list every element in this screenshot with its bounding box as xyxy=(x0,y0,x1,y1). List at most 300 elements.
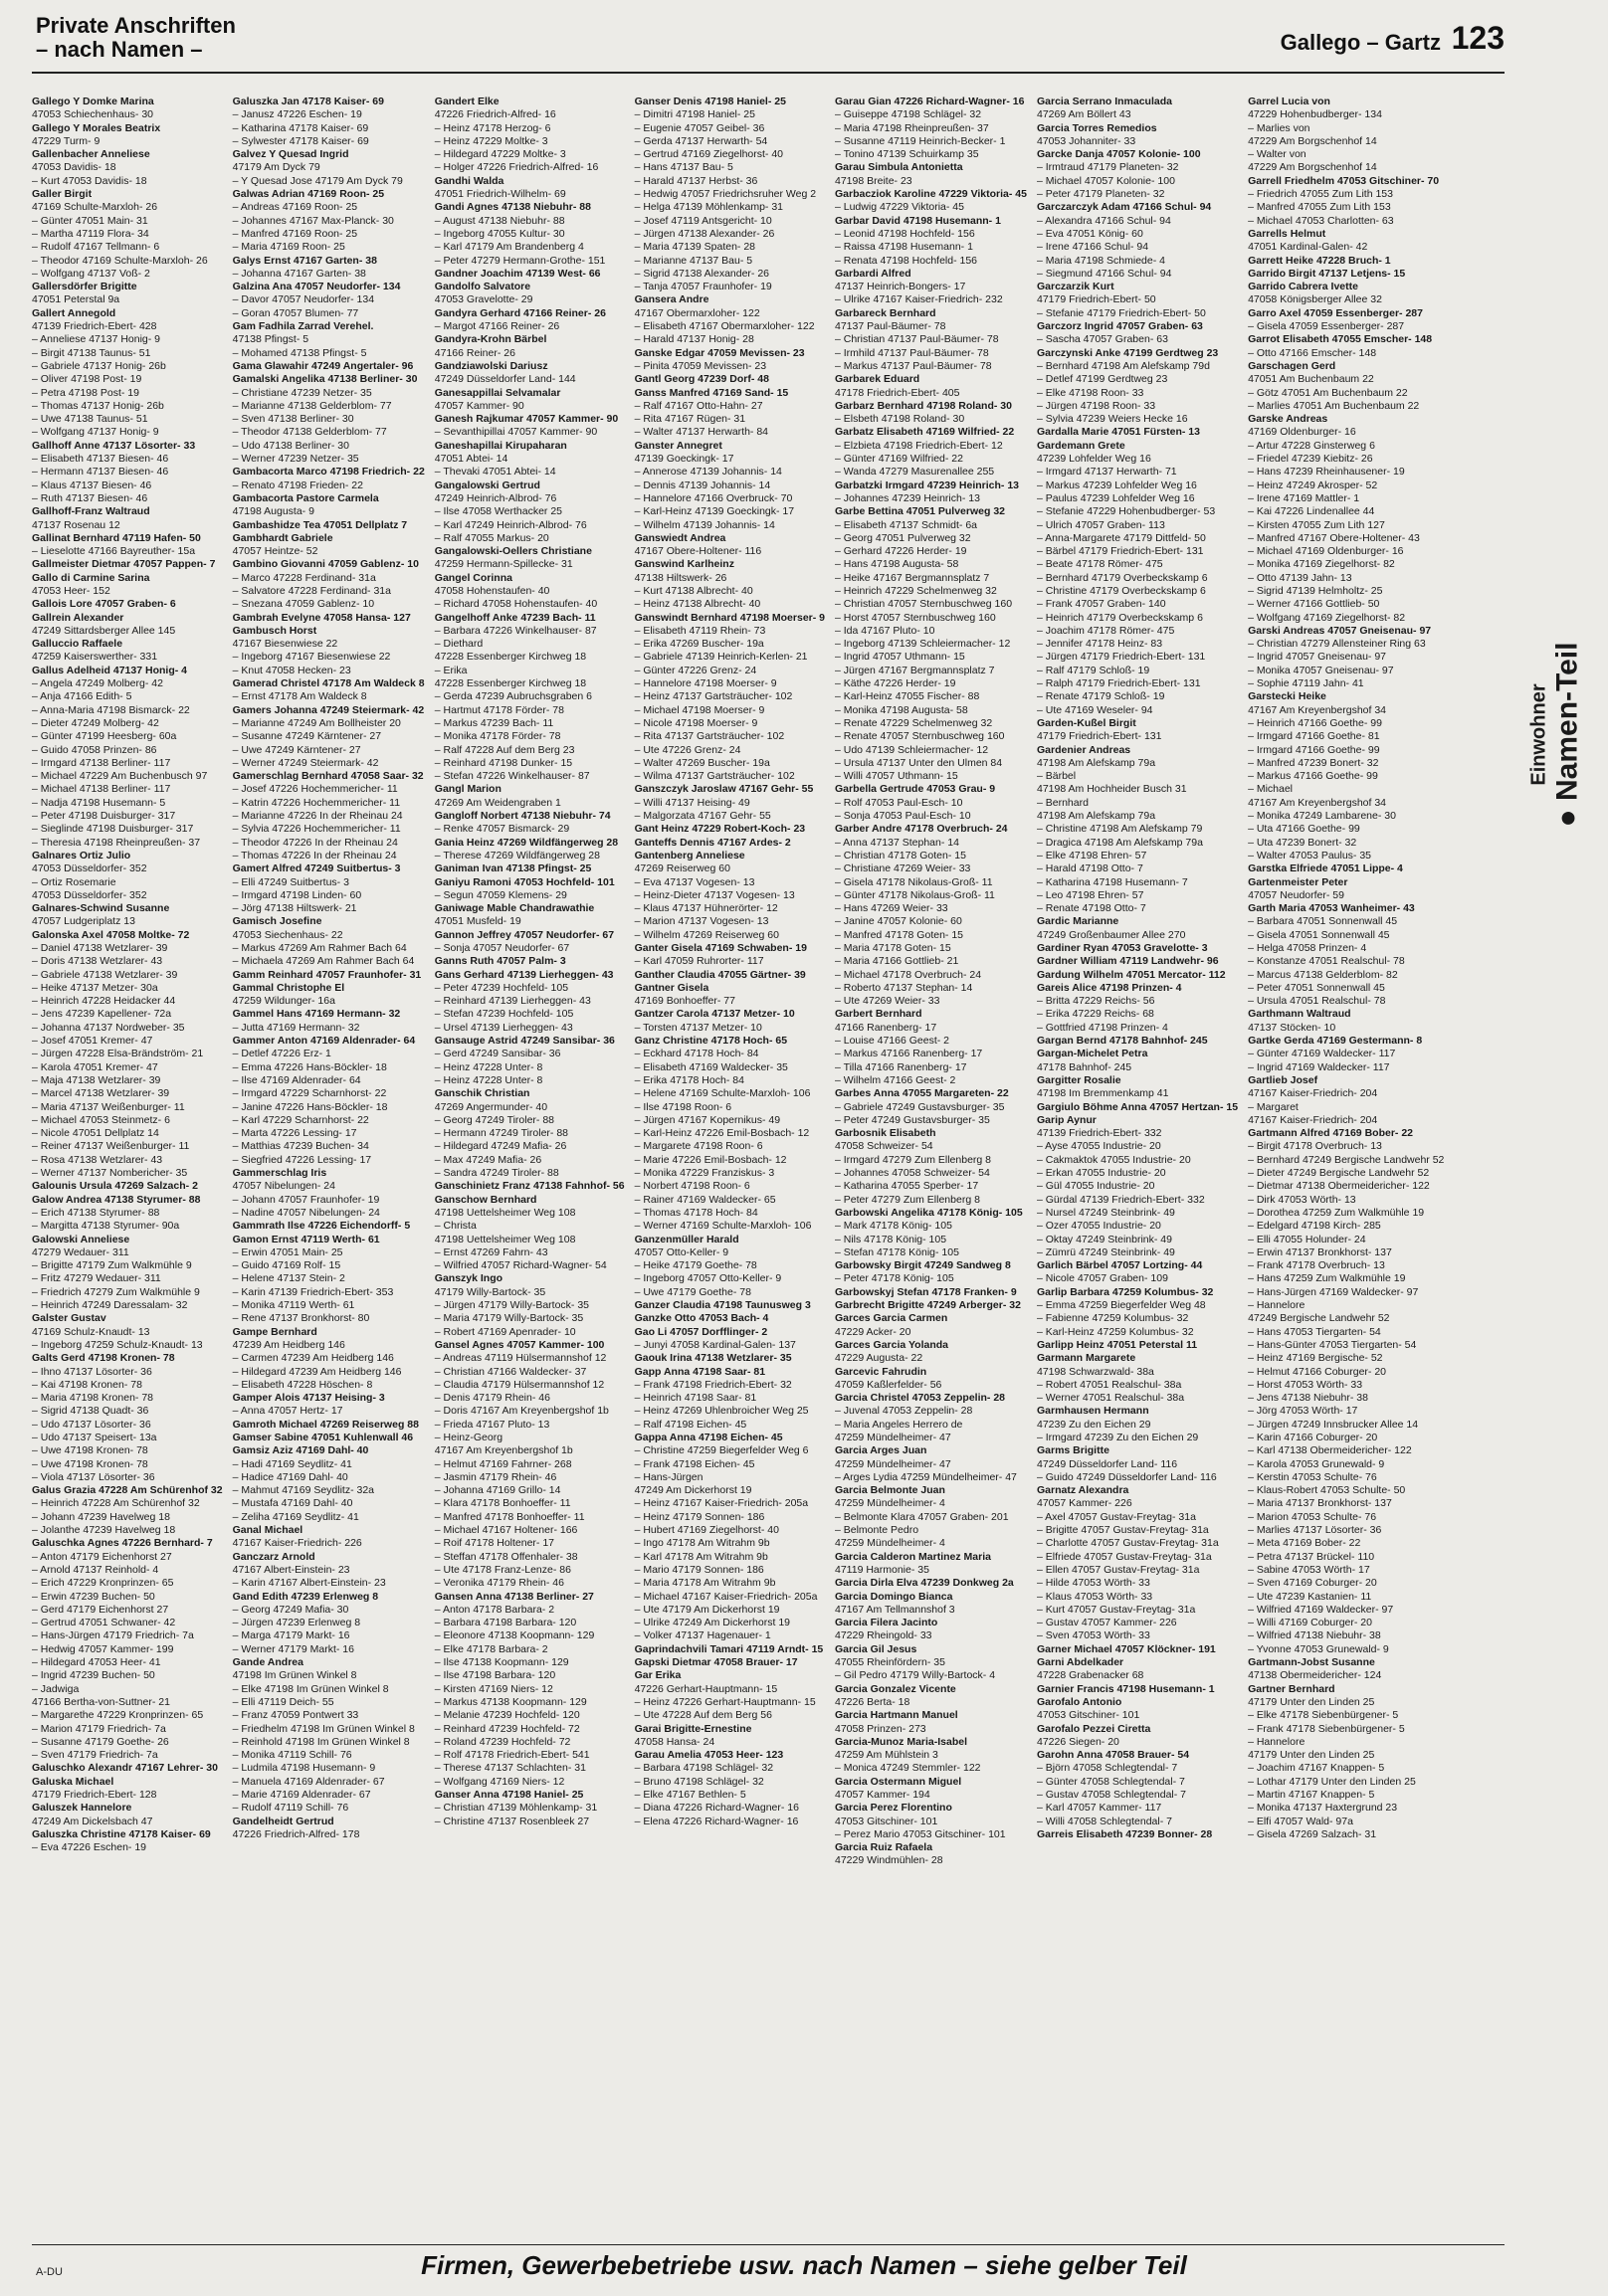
directory-entry: 47259 Hermann-Spillecke- 31 xyxy=(434,558,573,571)
directory-entry: – Wolfgang 47137 Honig- 9 xyxy=(32,426,159,439)
directory-entry: – Maria 47198 Kronen- 78 xyxy=(32,1392,153,1405)
directory-entry: – Heinz 47226 Gerhart-Hauptmann- 15 xyxy=(634,1695,816,1708)
directory-entry: 47198 Breite- 23 xyxy=(835,174,912,187)
directory-entry: – Kerstin 47053 Schulte- 76 xyxy=(1248,1470,1377,1483)
directory-entry: – Thomas 47178 Hoch- 84 xyxy=(634,1206,758,1219)
directory-entry: – Matthias 47239 Buchen- 34 xyxy=(232,1140,369,1153)
directory-entry: – Anna-Maria 47198 Bismarck- 22 xyxy=(32,703,190,716)
directory-entry: – Jürgen 47138 Alexander- 26 xyxy=(634,227,775,240)
directory-entry: – Maria 47178 Am Witrahm 9b xyxy=(634,1577,776,1590)
directory-entry: – Wilhelm 47166 Geest- 2 xyxy=(835,1073,956,1086)
directory-entry: – Stefanie 47229 Hohenbudberger- 53 xyxy=(1036,505,1216,518)
directory-entry: 47259 Mündelheimer- 4 xyxy=(835,1537,945,1550)
directory-entry: Galounis Ursula 47269 Salzach- 2 xyxy=(32,1180,198,1193)
directory-entry: – Eugenie 47057 Geibel- 36 xyxy=(634,121,765,134)
directory-entry: – Helga 47139 Möhlenkamp- 31 xyxy=(634,201,784,214)
directory-entry: Gambusch Horst xyxy=(232,624,317,637)
directory-entry: – Marianne 47137 Bau- 5 xyxy=(634,254,753,267)
directory-entry: Garbatz Elisabeth 47169 Wilfried- 22 xyxy=(835,426,1015,439)
directory-entry: Gansera Andre xyxy=(634,293,709,306)
directory-entry: – Uwe 47198 Kronen- 78 xyxy=(32,1457,148,1470)
directory-entry: – Kai 47198 Kronen- 78 xyxy=(32,1378,142,1391)
directory-entry: – Karl-Heinz 47226 Emil-Bosbach- 12 xyxy=(634,1127,810,1140)
directory-entry: Gardenier Andreas xyxy=(1036,743,1131,756)
directory-entry: Gania Heinz 47269 Wildfängerweg 28 xyxy=(434,836,619,849)
directory-entry: Garcia Torres Remedios xyxy=(1036,121,1157,134)
directory-entry: – Ralf 47167 Otto-Hahn- 27 xyxy=(634,399,763,412)
directory-entry: – Kai 47226 Lindenallee 44 xyxy=(1248,505,1375,518)
directory-entry: – Katharina 47055 Sperber- 17 xyxy=(835,1180,979,1193)
directory-entry: – Erich 47229 Kronprinzen- 65 xyxy=(32,1577,174,1590)
directory-entry: – Uwe 47198 Kronen- 78 xyxy=(32,1444,148,1457)
directory-entry: Gannon Jeffrey 47057 Neudorfer- 67 xyxy=(434,928,615,941)
directory-entry: Gallinat Bernhard 47119 Hafen- 50 xyxy=(32,531,201,544)
directory-entry: 47198 Am Alefskamp 79a xyxy=(1036,810,1156,823)
directory-entry: – Ingrid 47169 Waldecker- 117 xyxy=(1248,1060,1390,1073)
directory-entry: Gandolfo Salvatore xyxy=(434,281,531,293)
directory-entry: Gappa Anna 47198 Eichen- 45 xyxy=(634,1431,783,1443)
directory-entry: – Raissa 47198 Husemann- 1 xyxy=(835,241,973,254)
directory-entry: – Daniel 47138 Wetzlarer- 39 xyxy=(32,942,168,954)
directory-entry: – Irmhild 47137 Paul-Bäumer- 78 xyxy=(835,346,989,359)
directory-entry: Galts Gerd 47198 Kronen- 78 xyxy=(32,1352,175,1365)
directory-entry: – Manfred 47169 Roon- 25 xyxy=(232,227,358,240)
directory-entry: Garbatzki Irmgard 47239 Heinrich- 13 xyxy=(835,478,1019,491)
directory-entry: Garcia Domingo Bianca xyxy=(835,1590,953,1603)
directory-entry: Garcke Danja 47057 Kolonie- 100 xyxy=(1036,148,1201,161)
directory-entry: – Alexandra 47166 Schul- 94 xyxy=(1036,214,1171,227)
directory-entry: Garthmann Waltraud xyxy=(1248,1008,1351,1021)
directory-entry: Garcia Serrano Inmaculada xyxy=(1036,96,1172,107)
directory-entry: – Cakmaktok 47055 Industrie- 20 xyxy=(1036,1153,1191,1166)
directory-entry: – Heinrich 47166 Goethe- 99 xyxy=(1248,716,1382,729)
directory-entry: – Theodor 47138 Gelderblom- 77 xyxy=(232,426,387,439)
directory-entry: Gantl Georg 47239 Dorf- 48 xyxy=(634,373,769,386)
directory-entry: – Gottfried 47198 Prinzen- 4 xyxy=(1036,1021,1168,1034)
directory-entry: – Theodor 47226 In der Rheinau 24 xyxy=(232,836,398,849)
directory-entry: – Hildegard 47249 Mafia- 26 xyxy=(434,1140,567,1153)
directory-entry: – Frank 47057 Graben- 140 xyxy=(1036,598,1166,611)
directory-entry: 47269 Am Böllert 43 xyxy=(1036,108,1131,121)
directory-entry: – Sigrid 47138 Alexander- 26 xyxy=(634,267,770,280)
directory-entry: – Elli 47055 Holunder- 24 xyxy=(1248,1233,1366,1245)
directory-entry: – Robert 47051 Realschul- 38a xyxy=(1036,1378,1182,1391)
directory-entry: – Klaus 47053 Wörth- 33 xyxy=(1036,1590,1153,1603)
directory-entry: – Monika 47229 Franziskus- 3 xyxy=(634,1167,775,1180)
directory-entry: 47055 Rheinfördern- 35 xyxy=(835,1656,945,1669)
directory-entry: – Otto 47166 Emscher- 148 xyxy=(1248,346,1377,359)
directory-entry: – Michael 47229 Am Buchenbusch 97 xyxy=(32,770,208,783)
directory-entry: – Maria 47198 Rheinpreußen- 37 xyxy=(835,121,989,134)
directory-entry: – Heinz 47269 Uhlenbroicher Weg 25 xyxy=(634,1405,809,1418)
directory-entry: Gammrath Ilse 47226 Eichendorff- 5 xyxy=(232,1220,411,1233)
directory-entry: 47198 Uettelsheimer Weg 108 xyxy=(434,1233,576,1245)
directory-entry: – Anna 47057 Hertz- 17 xyxy=(232,1405,343,1418)
directory-entry: – Karin 47166 Coburger- 20 xyxy=(1248,1431,1378,1443)
directory-entry: – Elisabeth 47119 Rhein- 73 xyxy=(634,624,766,637)
directory-entry: – Michael 47167 Kaiser-Friedrich- 205a xyxy=(634,1590,818,1603)
directory-entry: – Monika 47119 Schill- 76 xyxy=(232,1749,352,1762)
directory-entry: – Christine 47198 Am Alefskamp 79 xyxy=(1036,823,1203,836)
directory-entry: – Goran 47057 Blumen- 77 xyxy=(232,306,359,319)
directory-entry: – Janine 47057 Kolonie- 60 xyxy=(835,915,962,928)
directory-entry: – Günter 47169 Waldecker- 117 xyxy=(1248,1048,1396,1060)
directory-entry: – Tilla 47166 Ranenberg- 17 xyxy=(835,1060,967,1073)
directory-entry: 47053 Düsseldorfer- 352 xyxy=(32,862,147,875)
directory-entry: Garlipp Heinz 47051 Peterstal 11 xyxy=(1036,1338,1198,1351)
directory-entry: Gallenbacher Anneliese xyxy=(32,148,150,161)
directory-entry: – Denis 47179 Rhein- 46 xyxy=(434,1392,550,1405)
directory-entry: Garcia Belmonte Juan xyxy=(835,1484,945,1497)
directory-entry: – Gabriele 47249 Gustavsburger- 35 xyxy=(835,1100,1005,1113)
directory-entry: 47226 Gerhart-Hauptmann- 15 xyxy=(634,1682,778,1695)
directory-entry: – Ilse 47198 Barbara- 120 xyxy=(434,1669,556,1682)
directory-entry: 47259 Mündelheimer- 4 xyxy=(835,1497,945,1510)
directory-entry: – Carmen 47239 Am Heidberg 146 xyxy=(232,1352,394,1365)
directory-entry: – Georg 47051 Pulverweg 32 xyxy=(835,531,971,544)
directory-entry: – Harald 47137 Honig- 28 xyxy=(634,333,754,346)
directory-entry: – Ursula 47051 Realschul- 78 xyxy=(1248,995,1386,1008)
directory-entry: – Michaela 47269 Am Rahmer Bach 64 xyxy=(232,955,415,968)
directory-entry: – Sandra 47249 Tiroler- 88 xyxy=(434,1167,559,1180)
directory-entry: – Wilma 47137 Gartsträucher- 102 xyxy=(634,770,795,783)
listing-columns xyxy=(32,96,1505,2270)
directory-entry: – Oliver 47198 Post- 19 xyxy=(32,373,142,386)
directory-entry: – Walter 47053 Paulus- 35 xyxy=(1248,849,1372,861)
directory-entry: 47166 Ranenberg- 17 xyxy=(835,1021,937,1034)
directory-entry: – Frank 47198 Eichen- 45 xyxy=(634,1457,755,1470)
directory-entry: – Frank 47178 Overbruch- 13 xyxy=(1248,1259,1385,1272)
directory-entry: – Werner 47166 Gottlieb- 50 xyxy=(1248,598,1380,611)
directory-entry: – Rene 47137 Bronkhorst- 80 xyxy=(232,1312,370,1325)
directory-entry: Gammal Christophe El xyxy=(232,981,345,994)
directory-entry: – Monika 47137 Haxtergrund 23 xyxy=(1248,1802,1398,1815)
directory-entry: – Renate 47229 Schelmenweg 32 xyxy=(835,716,993,729)
directory-entry: – Marianne 47138 Gelderblom- 77 xyxy=(232,399,392,412)
directory-entry: Garcia Arges Juan xyxy=(835,1444,927,1457)
directory-entry: 47057 Neudorfer- 59 xyxy=(1248,888,1344,901)
directory-entry: – Erwin 47051 Main- 25 xyxy=(232,1245,343,1258)
directory-entry: – Margaret xyxy=(1248,1100,1299,1113)
directory-entry: – Doris 47138 Wetzlarer- 43 xyxy=(32,955,163,968)
directory-entry: – Segun 47059 Klemens- 29 xyxy=(434,888,567,901)
directory-entry: – Thevaki 47051 Abtei- 14 xyxy=(434,466,556,478)
directory-entry: 47051 Musfeld- 19 xyxy=(434,915,521,928)
directory-entry: 47119 Harmonie- 35 xyxy=(835,1563,929,1576)
directory-entry: Gartmann Alfred 47169 Bober- 22 xyxy=(1248,1127,1413,1140)
directory-entry: – Ute 47269 Weier- 33 xyxy=(835,995,940,1008)
directory-entry: – Gertrud 47051 Schwaner- 42 xyxy=(32,1617,176,1629)
directory-entry: Garczynski Anke 47199 Gerdtweg 23 xyxy=(1036,346,1219,359)
directory-entry: – Johannes 47239 Heinrich- 13 xyxy=(835,491,980,504)
directory-entry: – Siegmund 47166 Schul- 94 xyxy=(1036,267,1172,280)
directory-entry: – Irmgard 47138 Berliner- 117 xyxy=(32,756,171,769)
directory-entry: – Elke 47198 Ehren- 57 xyxy=(1036,849,1147,861)
footer-note: Firmen, Gewerbebetriebe usw. nach Namen – siehe gelber Teil xyxy=(421,2250,1187,2280)
directory-entry: Ganiyu Ramoni 47053 Hochfeld- 101 xyxy=(434,875,615,888)
directory-entry: 47137 Heinrich-Bongers- 17 xyxy=(835,281,966,293)
directory-entry: Galnares-Schwind Susanne xyxy=(32,902,170,915)
directory-entry: – Angela 47249 Molberg- 42 xyxy=(32,677,163,690)
directory-entry: Garau Gian 47226 Richard-Wagner- 16 xyxy=(835,96,1025,107)
directory-entry: 47139 Friedrich-Ebert- 332 xyxy=(1036,1127,1162,1140)
directory-entry: – Hans-Jürgen 47169 Waldecker- 97 xyxy=(1248,1285,1419,1298)
directory-entry: Garms Brigitte xyxy=(1036,1444,1109,1457)
directory-entry: 47228 Essenberger Kirchweg 18 xyxy=(434,677,587,690)
directory-entry: – Sven 47179 Friedrich- 7a xyxy=(32,1749,158,1762)
directory-entry: Gallrein Alexander xyxy=(32,611,124,624)
directory-entry: 47179 Friedrich-Ebert- 128 xyxy=(32,1789,157,1801)
directory-entry: – Ingeborg 47057 Otto-Keller- 9 xyxy=(634,1272,782,1285)
directory-entry: Garbella Gertrude 47053 Grau- 9 xyxy=(835,783,996,796)
directory-entry: – Anton 47178 Barbara- 2 xyxy=(434,1603,555,1616)
directory-entry: – Susanne 47179 Goethe- 26 xyxy=(32,1735,169,1748)
directory-entry: – Bernhard 47198 Am Alefskamp 79d xyxy=(1036,359,1210,372)
directory-entry: – Sonja 47057 Neudorfer- 67 xyxy=(434,942,570,954)
directory-entry: Gandner Joachim 47139 West- 66 xyxy=(434,267,601,280)
directory-entry: – Ozer 47055 Industrie- 20 xyxy=(1036,1220,1161,1233)
directory-entry: – Christiane 47269 Weier- 33 xyxy=(835,862,971,875)
directory-entry: – Eckhard 47178 Hoch- 84 xyxy=(634,1048,759,1060)
directory-entry: – Gabriele 47137 Honig- 26b xyxy=(32,359,166,372)
directory-entry: – Steffan 47178 Offenhaler- 38 xyxy=(434,1550,578,1563)
directory-entry: 47249 Heinrich-Albrod- 76 xyxy=(434,491,557,504)
directory-entry: – Monika 47057 Gneisenau- 97 xyxy=(1248,664,1394,676)
directory-entry: – Marta 47226 Lessing- 17 xyxy=(232,1127,357,1140)
directory-entry: – Udo 47137 Speisert- 13a xyxy=(32,1431,157,1443)
directory-entry: Garner Michael 47057 Klöckner- 191 xyxy=(1036,1642,1216,1655)
directory-entry: – Gerda 47137 Herwarth- 54 xyxy=(634,134,768,147)
directory-entry: Gandyra-Krohn Bärbel xyxy=(434,333,547,346)
directory-entry: 47058 Königsberger Allee 32 xyxy=(1248,293,1382,306)
directory-entry: – Wilhelm 47139 Johannis- 14 xyxy=(634,518,775,531)
directory-entry: – Maria 47178 Goten- 15 xyxy=(835,942,951,954)
directory-entry: Gamert Alfred 47249 Suitbertus- 3 xyxy=(232,862,401,875)
directory-entry: – Karl 47057 Kammer- 117 xyxy=(1036,1802,1162,1815)
directory-entry: – Nicole 47057 Graben- 109 xyxy=(1036,1272,1168,1285)
directory-entry: Galow Andrea 47138 Styrumer- 88 xyxy=(32,1193,201,1206)
directory-entry: – Hildegard 47229 Moltke- 3 xyxy=(434,148,566,161)
directory-entry: 47198 Im Grünen Winkel 8 xyxy=(232,1669,357,1682)
directory-entry: – Ernst 47178 Am Waldeck 8 xyxy=(232,690,367,703)
directory-entry: – Bruno 47198 Schlägel- 32 xyxy=(634,1775,764,1788)
directory-entry: – Christine 47137 Rosenbleek 27 xyxy=(434,1815,590,1827)
directory-entry: 47053 Schiechenhaus- 30 xyxy=(32,108,154,121)
directory-entry: – Günter 47226 Grenz- 24 xyxy=(634,664,757,676)
directory-entry: – Ute 47239 Kastanien- 11 xyxy=(1248,1590,1372,1603)
directory-entry: – Hartmut 47178 Förder- 78 xyxy=(434,703,564,716)
directory-entry: – Rolf 47178 Friedrich-Ebert- 541 xyxy=(434,1749,590,1762)
directory-entry: – Stefanie 47179 Friedrich-Ebert- 50 xyxy=(1036,306,1206,319)
directory-entry: – Peter 47239 Hochfeld- 105 xyxy=(434,981,569,994)
directory-entry: 47226 Friedrich-Alfred- 16 xyxy=(434,108,556,121)
directory-entry: – Davor 47057 Neudorfer- 134 xyxy=(232,293,375,306)
directory-entry: – Belmonte Klara 47057 Graben- 201 xyxy=(835,1510,1009,1523)
directory-entry: – Elke 47178 Barbara- 2 xyxy=(434,1642,548,1655)
directory-entry: 47167 Albert-Einstein- 23 xyxy=(232,1563,350,1576)
directory-entry: – Peter 47178 König- 105 xyxy=(835,1272,954,1285)
directory-entry: – Marianne 47249 Am Bollheister 20 xyxy=(232,716,401,729)
directory-entry: – Sevanthipillai 47057 Kammer- 90 xyxy=(434,426,598,439)
directory-entry: – Gerda 47239 Aubruchsgraben 6 xyxy=(434,690,592,703)
directory-entry: – Margarete 47198 Roon- 6 xyxy=(634,1140,763,1153)
directory-entry: 47179 Friedrich-Ebert- 50 xyxy=(1036,293,1156,306)
directory-entry: – Michael 47053 Steinmetz- 6 xyxy=(32,1113,170,1126)
directory-entry: – Hans-Jürgen xyxy=(634,1470,704,1483)
directory-entry: – Hubert 47169 Ziegelhorst- 40 xyxy=(634,1524,779,1537)
directory-entry: – Mark 47178 König- 105 xyxy=(835,1220,952,1233)
directory-entry: – Leo 47198 Ehren- 57 xyxy=(1036,888,1144,901)
directory-entry: – Werner 47051 Realschul- 38a xyxy=(1036,1392,1185,1405)
directory-entry: – Jürgen 47249 Innsbrucker Allee 14 xyxy=(1248,1418,1419,1431)
directory-entry: 47051 Peterstal 9a xyxy=(32,293,120,306)
directory-entry: 47167 Kaiser-Friedrich- 204 xyxy=(1248,1087,1378,1100)
directory-entry: – Franz 47059 Pontwert 33 xyxy=(232,1709,359,1722)
directory-entry: Gandi Agnes 47138 Niebuhr- 88 xyxy=(434,201,591,214)
directory-entry: – Ilse 47138 Koopmann- 129 xyxy=(434,1656,569,1669)
directory-entry: – Johanna 47167 Garten- 38 xyxy=(232,267,366,280)
directory-entry: – Barbara 47226 Winkelhauser- 87 xyxy=(434,624,597,637)
directory-entry: – Günter 47051 Main- 31 xyxy=(32,214,148,227)
directory-entry: – Gerd 47249 Sansibar- 36 xyxy=(434,1048,561,1060)
directory-entry: – Perez Mario 47053 Gitschiner- 101 xyxy=(835,1827,1006,1840)
directory-entry: 47229 Augusta- 22 xyxy=(835,1352,923,1365)
directory-entry: – Friedrich 47055 Zum Lith 153 xyxy=(1248,188,1393,201)
directory-entry: – Eva 47226 Eschen- 19 xyxy=(32,1841,146,1854)
listing-column-7 xyxy=(1248,96,1444,2270)
directory-entry: Gallhoff Anne 47137 Lösorter- 33 xyxy=(32,439,196,452)
directory-entry: – Markus 47166 Ranenberg- 17 xyxy=(835,1048,983,1060)
directory-entry: Garbowskyj Stefan 47178 Franken- 9 xyxy=(835,1285,1017,1298)
directory-entry: Garni Abdelkader xyxy=(1036,1656,1124,1669)
directory-entry: – Hans-Jürgen 47179 Friedrich- 7a xyxy=(32,1629,194,1642)
directory-entry: – Friedel 47239 Kiebitz- 26 xyxy=(1248,453,1373,466)
directory-entry: – Christian 47166 Waldecker- 37 xyxy=(434,1365,587,1378)
directory-entry: – Jürgen 47239 Erlenweg 8 xyxy=(232,1617,361,1629)
page-number: 123 xyxy=(1451,20,1505,56)
directory-entry: – Johanna 47169 Grillo- 14 xyxy=(434,1484,561,1497)
directory-entry: – Renate 47057 Sternbuschweg 160 xyxy=(835,730,1005,743)
directory-entry: 47167 Am Tellmannshof 3 xyxy=(835,1603,955,1616)
directory-entry: Ganzke Otto 47053 Bach- 4 xyxy=(634,1312,769,1325)
directory-entry: Gantner Gisela xyxy=(634,981,709,994)
directory-entry: – Willi 47137 Heising- 49 xyxy=(634,796,750,809)
directory-entry: – Marie 47169 Aldenrader- 67 xyxy=(232,1789,371,1801)
directory-entry: – Stefan 47226 Winkelhauser- 87 xyxy=(434,770,590,783)
directory-entry: – Markus 47239 Bach- 11 xyxy=(434,716,554,729)
heading-line-1: Private Anschriften xyxy=(36,13,236,38)
directory-entry: – Erika xyxy=(434,664,468,676)
directory-entry: 47059 Kaßlerfelder- 56 xyxy=(835,1378,942,1391)
directory-entry: – Anneliese 47137 Honig- 9 xyxy=(32,333,161,346)
directory-entry: Garofalo Antonio xyxy=(1036,1695,1122,1708)
directory-entry: – Gertrud 47169 Ziegelhorst- 40 xyxy=(634,148,784,161)
directory-entry: 47057 Nibelungen- 24 xyxy=(232,1180,335,1193)
directory-entry: – Markus 47138 Koopmann- 129 xyxy=(434,1695,587,1708)
directory-entry: – Veronika 47179 Rhein- 46 xyxy=(434,1577,564,1590)
directory-entry: – Josef 47119 Antsgericht- 10 xyxy=(634,214,772,227)
listing-column-5 xyxy=(835,96,1027,2270)
directory-entry: – Christine 47179 Overbeckskamp 6 xyxy=(1036,584,1206,597)
directory-entry: Garschagen Gerd xyxy=(1248,359,1336,372)
directory-entry: – Klaus 47137 Biesen- 46 xyxy=(32,478,152,491)
directory-entry: – Joachim 47178 Römer- 475 xyxy=(1036,624,1175,637)
directory-entry: Ganzenmüller Harald xyxy=(634,1233,739,1245)
directory-entry: – Walter 47137 Herwarth- 84 xyxy=(634,426,769,439)
directory-entry: – Günter 47058 Schlegtendal- 7 xyxy=(1036,1775,1185,1788)
directory-entry: Ganczarz Arnold xyxy=(232,1550,315,1563)
directory-entry: 47249 Am Dickerhorst 19 xyxy=(634,1484,752,1497)
directory-entry: – Gabriele 47138 Wetzlarer- 39 xyxy=(32,968,178,981)
directory-entry: – Erwin 47239 Buchen- 50 xyxy=(32,1590,155,1603)
directory-entry: – Dieter 47249 Molberg- 42 xyxy=(32,716,159,729)
directory-entry: 47167 Biesenwiese 22 xyxy=(232,638,338,651)
directory-entry: – Renate 47198 Otto- 7 xyxy=(1036,902,1146,915)
directory-entry: Galus Grazia 47228 Am Schürenhof 32 xyxy=(32,1484,223,1497)
directory-entry: Gamerschlag Bernhard 47058 Saar- 32 xyxy=(232,770,424,783)
directory-entry: 47057 Kammer- 90 xyxy=(434,399,524,412)
directory-entry: – Käthe 47226 Herder- 19 xyxy=(835,677,956,690)
directory-entry: – Friedrich 47279 Zum Walkmühle 9 xyxy=(32,1285,200,1298)
directory-entry: – Axel 47057 Gustav-Freytag- 31a xyxy=(1036,1510,1196,1523)
directory-entry: – Josef 47051 Kremer- 47 xyxy=(32,1035,153,1048)
footer-code: A-DU xyxy=(36,2266,63,2278)
directory-entry: – Robert 47169 Apenrader- 10 xyxy=(434,1325,576,1338)
directory-entry: – Elke 47198 Roon- 33 xyxy=(1036,386,1144,399)
directory-entry: Gallus Adelheid 47137 Honig- 4 xyxy=(32,664,187,676)
directory-entry: – Irmgard 47137 Herwarth- 71 xyxy=(1036,466,1177,478)
directory-entry: – Detlef 47199 Gerdtweg 23 xyxy=(1036,373,1168,386)
directory-entry: – Ingrid 47239 Buchen- 50 xyxy=(32,1669,155,1682)
directory-entry: – Karola 47051 Kremer- 47 xyxy=(32,1060,158,1073)
directory-entry: Gambashidze Tea 47051 Dellplatz 7 xyxy=(232,518,408,531)
directory-entry: 47226 Siegen- 20 xyxy=(1036,1735,1119,1748)
directory-entry: – Heike 47167 Bergmannsplatz 7 xyxy=(835,571,990,584)
directory-entry: Galuszka Christine 47178 Kaiser- 69 xyxy=(32,1827,211,1840)
directory-entry: Ganal Michael xyxy=(232,1524,303,1537)
directory-entry: – Heinz 47178 Herzog- 6 xyxy=(434,121,551,134)
directory-entry: – Nils 47178 König- 105 xyxy=(835,1233,947,1245)
directory-entry: – Harald 47137 Herbst- 36 xyxy=(634,174,758,187)
directory-entry: – Markus 47239 Lohfelder Weg 16 xyxy=(1036,478,1197,491)
directory-entry: – Markus 47137 Paul-Bäumer- 78 xyxy=(835,359,992,372)
directory-entry: – Marcel 47138 Wetzlarer- 39 xyxy=(32,1087,170,1100)
directory-entry: – Dieter 47249 Bergische Landwehr 52 xyxy=(1248,1167,1430,1180)
directory-entry: – Katharina 47178 Kaiser- 69 xyxy=(232,121,369,134)
directory-entry: – Elena 47226 Richard-Wagner- 16 xyxy=(634,1815,799,1827)
directory-entry: – Markus 47269 Am Rahmer Bach 64 xyxy=(232,942,407,954)
directory-entry: – Rudolf 47167 Tellmann- 6 xyxy=(32,241,160,254)
directory-entry: – Dietmar 47138 Obermeidericher- 122 xyxy=(1248,1180,1430,1193)
directory-entry: – Meta 47169 Bober- 22 xyxy=(1248,1537,1361,1550)
directory-entry: Ganzer Claudia 47198 Taunusweg 3 xyxy=(634,1299,811,1312)
directory-entry: Gargan Bernd 47178 Bahnhof- 245 xyxy=(1036,1035,1208,1048)
directory-entry: – Hedwig 47057 Friedrichsruher Weg 2 xyxy=(634,188,817,201)
directory-entry: 47229 Windmühlen- 28 xyxy=(835,1854,943,1867)
directory-entry: – Elisabeth 47169 Waldecker- 35 xyxy=(634,1060,788,1073)
directory-entry: – Fritz 47279 Wedauer- 311 xyxy=(32,1272,161,1285)
directory-entry: – Marion 47179 Friedrich- 7a xyxy=(32,1722,166,1735)
directory-entry: – Sylvia 47226 Hochemmericher- 11 xyxy=(232,823,401,836)
directory-entry: – Klaus 47137 Hühnerörter- 12 xyxy=(634,902,778,915)
directory-entry: – Sven 47053 Wörth- 33 xyxy=(1036,1629,1150,1642)
directory-entry: – Jennifer 47178 Heinz- 83 xyxy=(1036,638,1163,651)
directory-entry: – Helmut 47169 Fahrner- 268 xyxy=(434,1457,572,1470)
directory-entry: – Ludwig 47229 Viktoria- 45 xyxy=(835,201,964,214)
directory-entry: – Frieda 47167 Pluto- 13 xyxy=(434,1418,550,1431)
directory-entry: – Heinrich 47228 Heidacker 44 xyxy=(32,995,176,1008)
directory-entry: 47167 Obermarxloher- 122 xyxy=(634,306,760,319)
